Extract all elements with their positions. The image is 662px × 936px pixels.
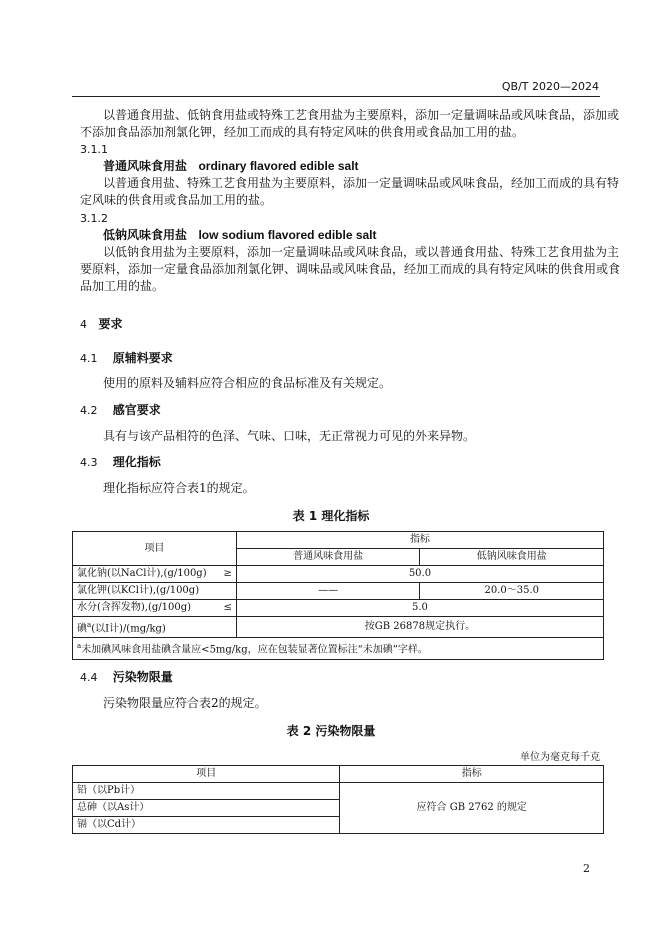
table-1-header-index: 指标 [236, 532, 603, 549]
table-cell-item: 铅（以Pb计） [73, 783, 340, 800]
section-4-2-heading [80, 402, 161, 420]
clause-3-1-2-number: 3.1.2 [80, 212, 108, 225]
table-2 [72, 765, 604, 834]
table-1-caption: 表 1 理化指标 [292, 509, 370, 523]
intro-line-1: 以普通食用盐、低钠食用盐或特殊工艺食用盐为主要原料，添加一定量调味品或风味食品，添加或 [103, 108, 620, 122]
term-zh: 普通风味食用盐 [103, 159, 188, 173]
table-2-caption: 表 2 污染物限量 [286, 724, 376, 738]
clause-3-1-1-line-2: 定风味的供食用或食品加工用的盐。 [80, 193, 273, 207]
section-title: 要求 [98, 317, 123, 331]
table-cell-item [73, 566, 237, 583]
term-zh: 低钠风味食用盐 [103, 228, 188, 242]
table-1-header-lowsodium: 低钠风味食用盐 [420, 549, 604, 566]
section-4-1-text: 使用的原料及辅料应符合相应的食品标准及有关规定。 [103, 376, 392, 390]
section-number: 4.4 [80, 671, 98, 684]
table-cell-ordinary: —— [236, 583, 420, 600]
section-4-4-text: 污染物限量应符合表2的规定。 [103, 696, 267, 710]
section-title: 理化指标 [112, 455, 161, 469]
section-title: 感官要求 [112, 403, 161, 417]
section-4-1-heading [80, 350, 173, 368]
footnote-marker: a [77, 642, 82, 651]
section-4-4-heading [80, 669, 173, 687]
table-cell-lowsodium: 20.0～35.0 [420, 583, 604, 600]
section-number: 4.1 [80, 352, 98, 365]
table-row [73, 617, 604, 638]
section-number: 4 [80, 318, 87, 331]
footnote-marker: a [87, 621, 92, 629]
section-4-2-text: 具有与该产品相符的色泽、气味、口味，无正常视力可见的外来异物。 [103, 429, 476, 443]
clause-3-1-2-line-2: 要原料，添加一定量食品添加剂氯化钾、调味品或风味食品，经加工而成的具有特定风味的供食用或食 [80, 262, 621, 276]
clause-3-1-2-line-3: 品加工用的盐。 [80, 279, 165, 293]
section-title: 污染物限量 [112, 670, 173, 684]
table-2-header-index: 指标 [340, 766, 604, 783]
section-number: 4.2 [80, 404, 98, 417]
section-4-3-heading [80, 454, 161, 472]
item-text: 氯化钠(以NaCl计),(g/100g) [77, 568, 207, 579]
item-text-post: (以I计)/(mg/kg) [91, 623, 166, 635]
header-rule [72, 96, 600, 97]
term-en: low sodium flavored edible salt [198, 228, 377, 242]
table-1-footnote [73, 638, 604, 659]
clause-3-1-2-term [103, 227, 377, 245]
footnote-text: 未加碘风味食用盐碘含量应<5mg/kg，应在包装显著位置标注“未加碘”字样。 [81, 644, 428, 656]
section-title: 原辅料要求 [112, 351, 173, 365]
table-cell-item [73, 600, 237, 617]
table-cell-value: 按GB 26878规定执行。 [236, 617, 603, 638]
table-1-header-ordinary: 普通风味食用盐 [236, 549, 420, 566]
page-number: 2 [583, 862, 590, 875]
clause-3-1-2-line-1: 以低钠食用盐为主要原料，添加一定量调味品或风味食品，或以普通食用盐、特殊工艺食用盐为主 [103, 245, 620, 259]
table-cell-item: 氯化钾(以KCl计),(g/100g) [73, 583, 237, 600]
table-row [73, 583, 604, 600]
table-cell-item: 镉（以Cd计） [73, 817, 340, 834]
table-cell-item [73, 617, 237, 638]
operator: ≤ [223, 602, 232, 613]
table-row [73, 783, 604, 800]
table-1-header-item: 项目 [73, 532, 237, 566]
table-2-unit: 单位为毫克每千克 [520, 752, 600, 763]
table-cell-value: 应符合 GB 2762 的规定 [340, 783, 604, 834]
section-4-heading [80, 316, 122, 334]
item-text: 水分(含挥发物),(g/100g) [77, 602, 192, 613]
section-number: 4.3 [80, 456, 98, 469]
item-text-pre: 碘 [77, 623, 87, 635]
table-note-row [73, 638, 604, 659]
operator: ≥ [223, 568, 232, 579]
term-en: ordinary flavored edible salt [198, 159, 359, 173]
table-cell-item: 总砷（以As计） [73, 800, 340, 817]
table-1 [72, 531, 604, 660]
table-row [73, 566, 604, 583]
table-2-header-item: 项目 [73, 766, 340, 783]
clause-3-1-1-term [103, 158, 359, 176]
section-4-3-text: 理化指标应符合表1的规定。 [103, 481, 255, 495]
clause-3-1-1-number: 3.1.1 [80, 143, 108, 156]
clause-3-1-1-line-1: 以普通食用盐、特殊工艺食用盐为主要原料，添加一定量调味品或风味食品，经加工而成的具有特 [103, 176, 620, 190]
standard-number: QB/T 2020—2024 [501, 80, 599, 93]
table-cell-value: 50.0 [236, 566, 603, 583]
table-row [73, 600, 604, 617]
table-cell-value: 5.0 [236, 600, 603, 617]
intro-line-2: 不添加食品添加剂氯化钾，经加工而成的具有特定风味的供食用或食品加工用的盐。 [80, 125, 525, 139]
